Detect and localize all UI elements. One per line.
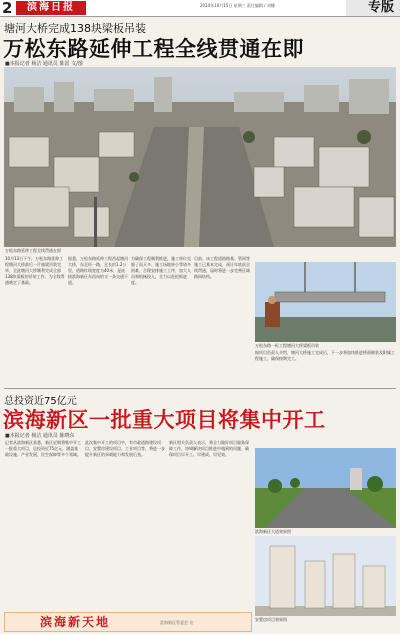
story1-paragraph: 据悉，万松东路延伸工程西起塘河大桥，东至经一路，全长约1.2公里，道路红线宽度为40米，是连接滨海新区东西向的又一条交通干道。 [68,256,128,285]
story1-paragraph: 10月13日下午，万松东路延伸工程塘河大桥最后一片箱梁吊装完毕，至此塘河大桥顺利完成全部138块梁板的吊装工作，为全线贯通奠定了基础。 [5,256,65,285]
aerial-construction-photo [4,67,396,247]
footer-banner-note: 滨海新区管委会 宣 [160,620,194,625]
story-divider [4,388,396,389]
photo-caption: 万松东路延伸工程全线贯通在即 [5,248,61,253]
story2-paragraph: 此次集中开工的项目中，有市政道路建设项目、安置房建设项目、工业项目等，将进一步提升新区的承载能力和发展后劲。 [85,440,165,457]
story1-paragraph: 目前，该工程道路路基、管网等施工已基本完成，预计年底前全线贯通，届时将进一步完善区域路网结构。 [194,256,250,279]
photo-caption: 滨海新区大道效果图 [255,529,291,534]
story2-column-3 [169,440,249,608]
newspaper-logo: 滨海日报 [16,1,86,15]
story2-column-1 [5,440,81,608]
story2-headline[interactable]: 滨海新区一批重大项目将集中开工 [3,408,326,432]
page-number: 2 [2,0,13,17]
photo-caption: 万松东路一标工程塘河大桥梁板吊装 [255,343,319,348]
story2-column-2 [85,440,165,608]
story1-byline: ■本报记者 杨洁 通讯员 陈雷 文/图 [5,61,83,67]
story2-paragraph: 记者从滨海新区获悉，新区近期将集中开工一批重大项目，总投资近75亿元，涵盖基础设施、产业发展、民生保障等多个领域。 [5,440,81,457]
crane-lifting-photo [255,262,396,342]
photo-caption: 安置房项目效果图 [255,617,287,622]
story1-column-2 [68,256,128,382]
story2-byline: ■本报记者 杨洁 通讯员 陈晓东 [5,433,75,439]
story2-paragraph: 新区相关负责人表示，将全力做好项目服务保障工作，协调解决项目推进中遇到的问题，确保项目早开工、早建成、早见效。 [169,440,249,457]
residential-towers-photo [255,536,396,616]
story1-paragraph: 为确保工程顺利推进，施工单位克服了雨天多、施工场地狭小等诸多困难，合理安排施工工序，加大人员和机械投入，全力以赴抢抓进度。 [131,256,191,285]
story1-kicker: 塘河大桥完成138块梁板吊装 [4,22,146,35]
footer-banner-logo: 滨海新天地 [40,615,111,629]
story1-paragraph: 据项目负责人介绍，塘河大桥施工完成后，下一步将加快推进桥面铺装及附属工程施工，确保按期完工。 [255,350,395,361]
story1-column-5 [255,350,396,384]
issue-date: 2014年10月15日 星期三 责任编辑 / 刘娜 [200,3,275,8]
page-header [0,0,400,17]
story1-column-1 [5,256,65,382]
story2-kicker: 总投资近75亿元 [4,396,77,407]
story1-column-3 [131,256,191,382]
story1-headline[interactable]: 万松东路延伸工程全线贯通在即 [3,37,304,61]
edition-label: 专版 [367,0,394,15]
boulevard-rendering-photo [255,448,396,528]
story1-column-4 [194,256,252,382]
